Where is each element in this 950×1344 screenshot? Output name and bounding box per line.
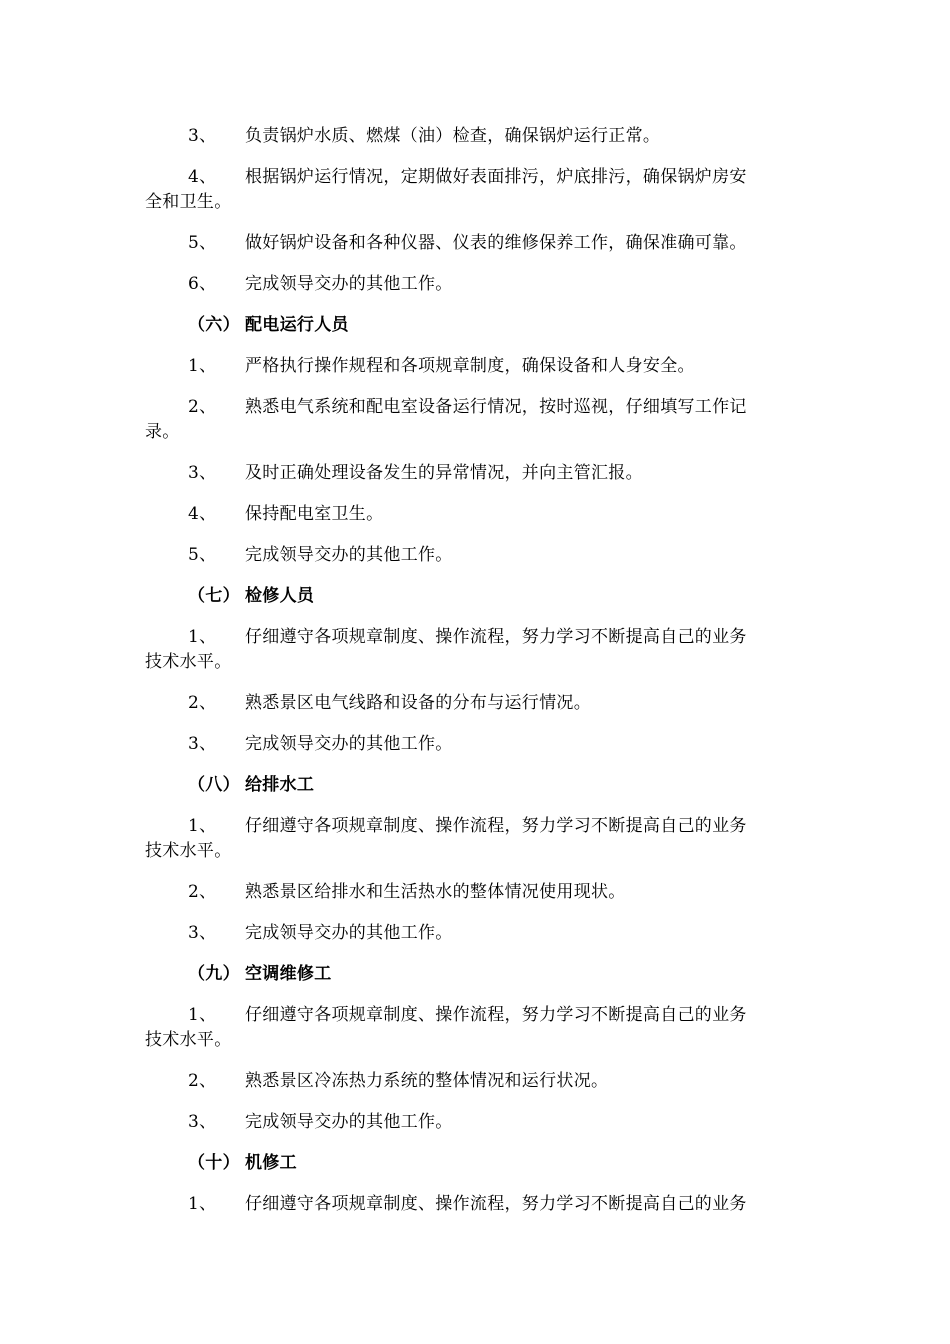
item-text: 完成领导交办的其他工作。 [245, 545, 453, 565]
section-number: （十） [188, 1153, 240, 1173]
item-text: 及时正确处理设备发生的异常情况，并向主管汇报。 [245, 463, 643, 483]
item-number: 3、 [188, 1112, 217, 1132]
item-text: 完成领导交办的其他工作。 [245, 734, 453, 754]
list-item [145, 1003, 810, 1053]
item-text: 熟悉景区电气线路和设备的分布与运行情况。 [245, 693, 591, 713]
list-item [145, 1110, 810, 1135]
list-item [145, 732, 810, 757]
item-text-continuation: 全和卫生。 [145, 192, 232, 212]
item-number: 2、 [188, 397, 217, 417]
item-text: 完成领导交办的其他工作。 [245, 1112, 453, 1132]
item-number: 1、 [188, 1005, 217, 1025]
list-item [145, 231, 810, 256]
item-text: 保持配电室卫生。 [245, 504, 384, 524]
item-text: 熟悉景区冷冻热力系统的整体情况和运行状况。 [245, 1071, 609, 1091]
list-item [145, 921, 810, 946]
item-text-continuation: 技术水平。 [145, 1030, 232, 1050]
item-number: 1、 [188, 1194, 217, 1214]
section-number: （九） [188, 964, 240, 984]
item-text: 根据锅炉运行情况，定期做好表面排污，炉底排污，确保锅炉房安 [245, 167, 747, 187]
item-number: 2、 [188, 882, 217, 902]
item-text: 做好锅炉设备和各种仪器、仪表的维修保养工作，确保准确可靠。 [245, 233, 747, 253]
section-heading [145, 773, 810, 798]
section-title: 机修工 [245, 1153, 297, 1173]
section-title: 给排水工 [245, 775, 315, 795]
item-number: 4、 [188, 167, 217, 187]
section-heading [145, 313, 810, 338]
item-number: 3、 [188, 126, 217, 146]
section-heading [145, 962, 810, 987]
item-text-continuation: 录。 [145, 422, 180, 442]
list-item [145, 691, 810, 716]
list-item [145, 395, 810, 445]
section-number: （六） [188, 315, 240, 335]
item-number: 3、 [188, 734, 217, 754]
list-item [145, 461, 810, 486]
item-text: 仔细遵守各项规章制度、操作流程，努力学习不断提高自己的业务 [245, 816, 747, 836]
item-text: 仔细遵守各项规章制度、操作流程，努力学习不断提高自己的业务 [245, 1005, 747, 1025]
list-item [145, 124, 810, 149]
item-text-continuation: 技术水平。 [145, 841, 232, 861]
item-number: 5、 [188, 233, 217, 253]
section-heading [145, 1151, 810, 1176]
list-item [145, 272, 810, 297]
section-title: 空调维修工 [245, 964, 332, 984]
item-number: 5、 [188, 545, 217, 565]
item-number: 1、 [188, 816, 217, 836]
item-text: 仔细遵守各项规章制度、操作流程，努力学习不断提高自己的业务 [245, 627, 747, 647]
item-number: 3、 [188, 463, 217, 483]
list-item [145, 165, 810, 215]
item-number: 3、 [188, 923, 217, 943]
section-number: （七） [188, 586, 240, 606]
list-item [145, 1192, 810, 1217]
item-text: 熟悉电气系统和配电室设备运行情况，按时巡视，仔细填写工作记 [245, 397, 747, 417]
item-number: 2、 [188, 1071, 217, 1091]
list-item [145, 1069, 810, 1094]
list-item [145, 625, 810, 675]
item-number: 2、 [188, 693, 217, 713]
list-item [145, 354, 810, 379]
item-number: 1、 [188, 627, 217, 647]
item-text: 完成领导交办的其他工作。 [245, 274, 453, 294]
section-number: （八） [188, 775, 240, 795]
section-heading [145, 584, 810, 609]
item-text: 仔细遵守各项规章制度、操作流程，努力学习不断提高自己的业务 [245, 1194, 747, 1214]
list-item [145, 502, 810, 527]
item-text: 负责锅炉水质、燃煤（油）检查，确保锅炉运行正常。 [245, 126, 661, 146]
item-text: 严格执行操作规程和各项规章制度，确保设备和人身安全。 [245, 356, 695, 376]
item-text: 熟悉景区给排水和生活热水的整体情况使用现状。 [245, 882, 626, 902]
section-title: 检修人员 [245, 586, 315, 606]
item-number: 1、 [188, 356, 217, 376]
item-text-continuation: 技术水平。 [145, 652, 232, 672]
item-number: 4、 [188, 504, 217, 524]
list-item [145, 814, 810, 864]
document-body [145, 124, 810, 1233]
section-title: 配电运行人员 [245, 315, 349, 335]
item-text: 完成领导交办的其他工作。 [245, 923, 453, 943]
list-item [145, 880, 810, 905]
list-item [145, 543, 810, 568]
item-number: 6、 [188, 274, 217, 294]
